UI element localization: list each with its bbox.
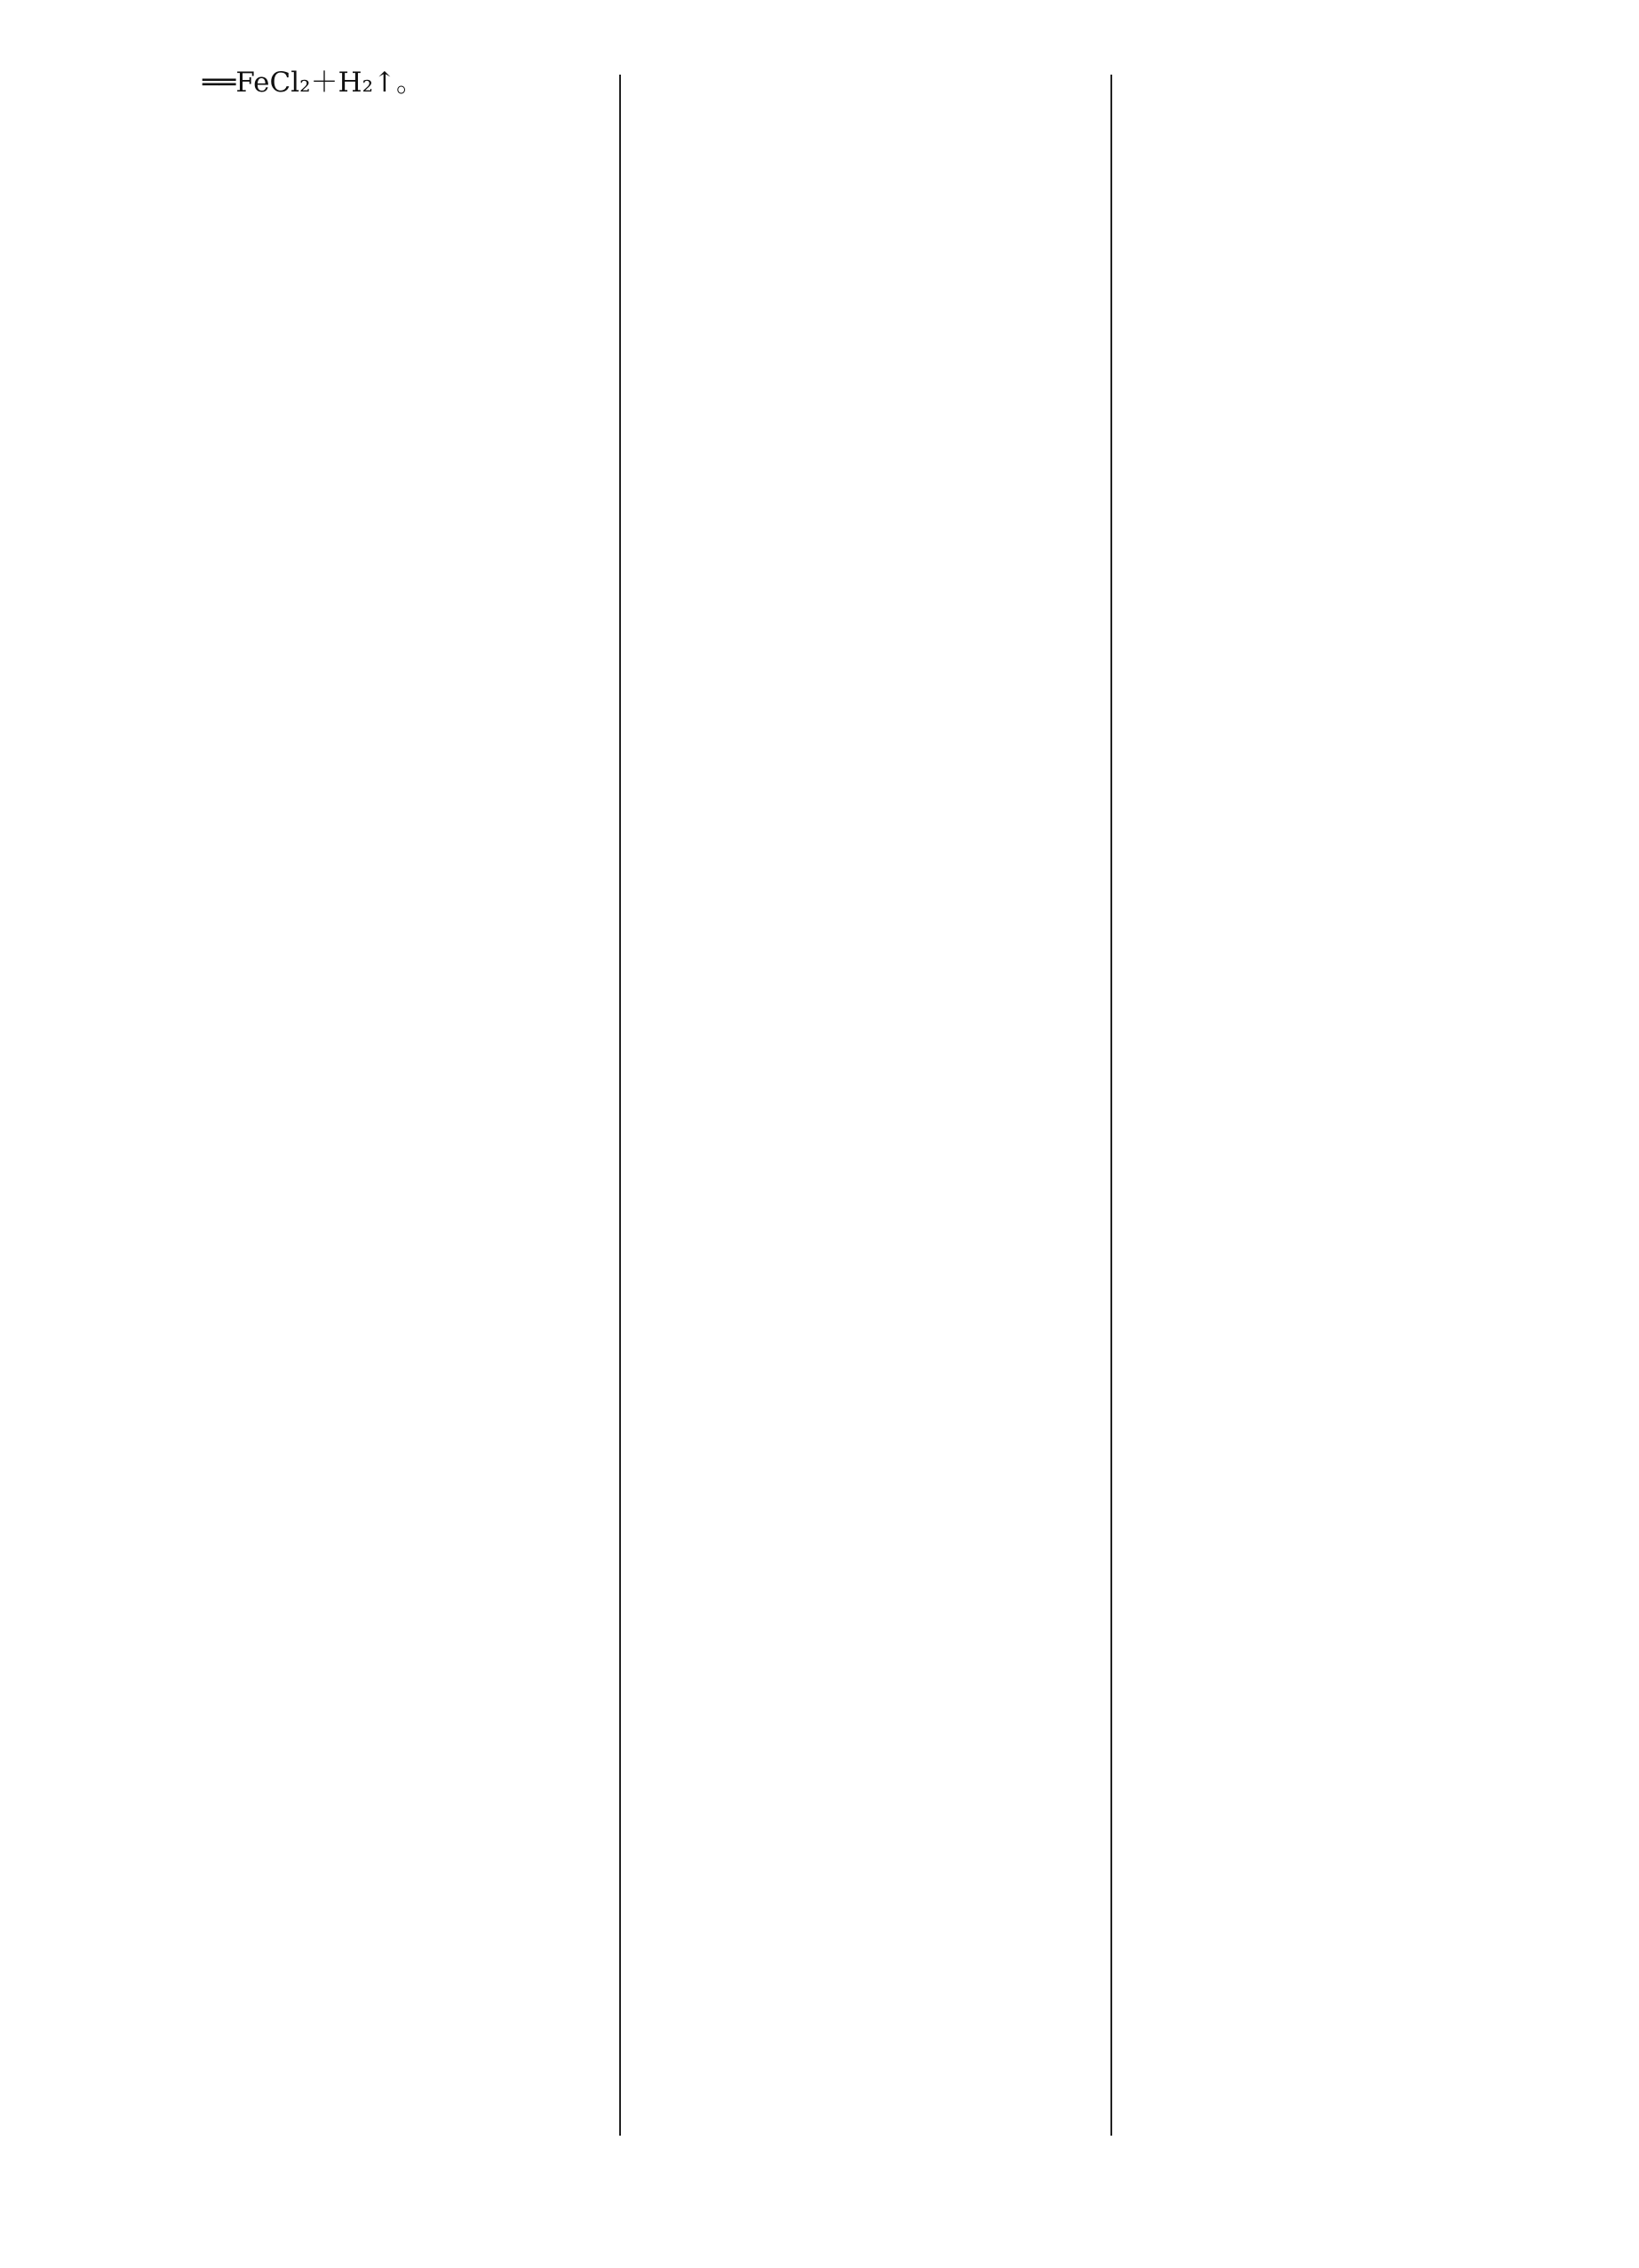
column-divider: [1110, 75, 1112, 2136]
text-line: ══FeCl₂＋H₂↑。: [203, 67, 424, 99]
column-divider: [619, 75, 621, 2136]
column-left: [149, 64, 618, 102]
